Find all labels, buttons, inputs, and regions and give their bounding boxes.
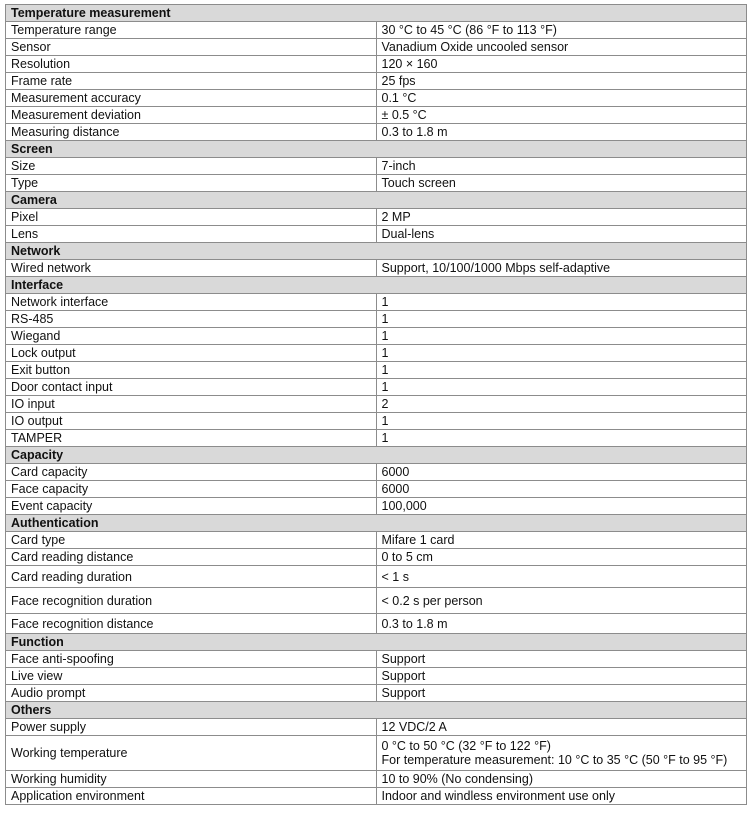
spec-row xyxy=(6,158,747,175)
spec-table-body xyxy=(6,5,747,805)
spec-row xyxy=(6,481,747,498)
spec-row xyxy=(6,39,747,56)
section-title: Capacity xyxy=(6,447,747,464)
spec-value: 2 xyxy=(376,396,747,413)
section-header xyxy=(6,515,747,532)
spec-label: Card type xyxy=(6,532,377,549)
spec-value: Indoor and windless environment use only xyxy=(376,788,747,805)
spec-label: Resolution xyxy=(6,56,377,73)
section-title: Screen xyxy=(6,141,747,158)
spec-row xyxy=(6,226,747,243)
spec-label: Lens xyxy=(6,226,377,243)
spec-value xyxy=(376,736,747,771)
spec-value: Support xyxy=(376,685,747,702)
spec-value: Vanadium Oxide uncooled sensor xyxy=(376,39,747,56)
spec-value: 0 to 5 cm xyxy=(376,549,747,566)
spec-row xyxy=(6,788,747,805)
spec-label: Network interface xyxy=(6,294,377,311)
section-header xyxy=(6,5,747,22)
spec-row xyxy=(6,549,747,566)
spec-value: 0.1 °C xyxy=(376,90,747,107)
spec-row xyxy=(6,588,747,614)
section-title: Authentication xyxy=(6,515,747,532)
spec-label: Working humidity xyxy=(6,771,377,788)
spec-label: Face recognition distance xyxy=(6,614,377,634)
section-header xyxy=(6,702,747,719)
spec-value: Support xyxy=(376,668,747,685)
spec-value: 0.3 to 1.8 m xyxy=(376,124,747,141)
section-title: Camera xyxy=(6,192,747,209)
spec-row xyxy=(6,396,747,413)
section-title: Others xyxy=(6,702,747,719)
spec-label: IO input xyxy=(6,396,377,413)
spec-row xyxy=(6,668,747,685)
section-header xyxy=(6,634,747,651)
spec-value: 6000 xyxy=(376,481,747,498)
spec-value-line: For temperature measurement: 10 °C to 35 °C (50 °F to 95 °F) xyxy=(381,753,728,767)
spec-row xyxy=(6,532,747,549)
spec-label: Wiegand xyxy=(6,328,377,345)
spec-value-line: 0 °C to 50 °C (32 °F to 122 °F) xyxy=(381,739,551,753)
section-title: Network xyxy=(6,243,747,260)
spec-label: Card capacity xyxy=(6,464,377,481)
spec-value: 6000 xyxy=(376,464,747,481)
spec-value: 1 xyxy=(376,379,747,396)
spec-label: RS-485 xyxy=(6,311,377,328)
spec-label: Card reading distance xyxy=(6,549,377,566)
spec-label: Pixel xyxy=(6,209,377,226)
spec-row xyxy=(6,651,747,668)
section-header xyxy=(6,141,747,158)
spec-value: 120 × 160 xyxy=(376,56,747,73)
spec-row xyxy=(6,90,747,107)
spec-row xyxy=(6,209,747,226)
spec-label: Face recognition duration xyxy=(6,588,377,614)
spec-value: Support xyxy=(376,651,747,668)
spec-row xyxy=(6,175,747,192)
section-header xyxy=(6,447,747,464)
spec-value: Support, 10/100/1000 Mbps self-adaptive xyxy=(376,260,747,277)
spec-row xyxy=(6,736,747,771)
spec-value: 1 xyxy=(376,362,747,379)
spec-label: Frame rate xyxy=(6,73,377,90)
spec-value: < 1 s xyxy=(376,566,747,588)
spec-value: 1 xyxy=(376,430,747,447)
spec-row xyxy=(6,771,747,788)
spec-label: Wired network xyxy=(6,260,377,277)
spec-value: < 0.2 s per person xyxy=(376,588,747,614)
spec-row xyxy=(6,73,747,90)
spec-value: 1 xyxy=(376,328,747,345)
spec-row xyxy=(6,294,747,311)
spec-table xyxy=(5,4,747,805)
spec-label: Measuring distance xyxy=(6,124,377,141)
spec-row xyxy=(6,345,747,362)
spec-value: Mifare 1 card xyxy=(376,532,747,549)
spec-row xyxy=(6,124,747,141)
section-header xyxy=(6,277,747,294)
section-title: Function xyxy=(6,634,747,651)
spec-value: 1 xyxy=(376,345,747,362)
spec-label: Audio prompt xyxy=(6,685,377,702)
spec-label: Working temperature xyxy=(6,736,377,771)
spec-value: 12 VDC/2 A xyxy=(376,719,747,736)
spec-row xyxy=(6,22,747,39)
spec-row xyxy=(6,614,747,634)
spec-label: Exit button xyxy=(6,362,377,379)
spec-label: Face capacity xyxy=(6,481,377,498)
spec-label: Application environment xyxy=(6,788,377,805)
spec-label: TAMPER xyxy=(6,430,377,447)
spec-value: Dual-lens xyxy=(376,226,747,243)
spec-row xyxy=(6,464,747,481)
spec-value: 100,000 xyxy=(376,498,747,515)
spec-row xyxy=(6,413,747,430)
spec-label: Lock output xyxy=(6,345,377,362)
spec-label: Type xyxy=(6,175,377,192)
spec-label: Door contact input xyxy=(6,379,377,396)
spec-value: 10 to 90% (No condensing) xyxy=(376,771,747,788)
spec-label: Measurement accuracy xyxy=(6,90,377,107)
spec-value: 1 xyxy=(376,413,747,430)
spec-label: Live view xyxy=(6,668,377,685)
spec-label: Sensor xyxy=(6,39,377,56)
spec-label: Measurement deviation xyxy=(6,107,377,124)
spec-value: 25 fps xyxy=(376,73,747,90)
spec-value: ± 0.5 °C xyxy=(376,107,747,124)
spec-row xyxy=(6,566,747,588)
spec-row xyxy=(6,498,747,515)
spec-row xyxy=(6,56,747,73)
spec-value: 7-inch xyxy=(376,158,747,175)
section-title: Temperature measurement xyxy=(6,5,747,22)
spec-row xyxy=(6,260,747,277)
spec-value: Touch screen xyxy=(376,175,747,192)
spec-label: Event capacity xyxy=(6,498,377,515)
spec-row xyxy=(6,311,747,328)
spec-label: Power supply xyxy=(6,719,377,736)
section-header xyxy=(6,243,747,260)
spec-label: Card reading duration xyxy=(6,566,377,588)
spec-value: 30 °C to 45 °C (86 °F to 113 °F) xyxy=(376,22,747,39)
spec-value: 1 xyxy=(376,294,747,311)
spec-value: 2 MP xyxy=(376,209,747,226)
spec-row xyxy=(6,379,747,396)
spec-value: 1 xyxy=(376,311,747,328)
spec-row xyxy=(6,430,747,447)
spec-label: Size xyxy=(6,158,377,175)
section-header xyxy=(6,192,747,209)
spec-label: IO output xyxy=(6,413,377,430)
spec-row xyxy=(6,685,747,702)
section-title: Interface xyxy=(6,277,747,294)
spec-row xyxy=(6,107,747,124)
spec-label: Temperature range xyxy=(6,22,377,39)
spec-row xyxy=(6,719,747,736)
spec-value: 0.3 to 1.8 m xyxy=(376,614,747,634)
spec-row xyxy=(6,362,747,379)
spec-row xyxy=(6,328,747,345)
spec-label: Face anti-spoofing xyxy=(6,651,377,668)
